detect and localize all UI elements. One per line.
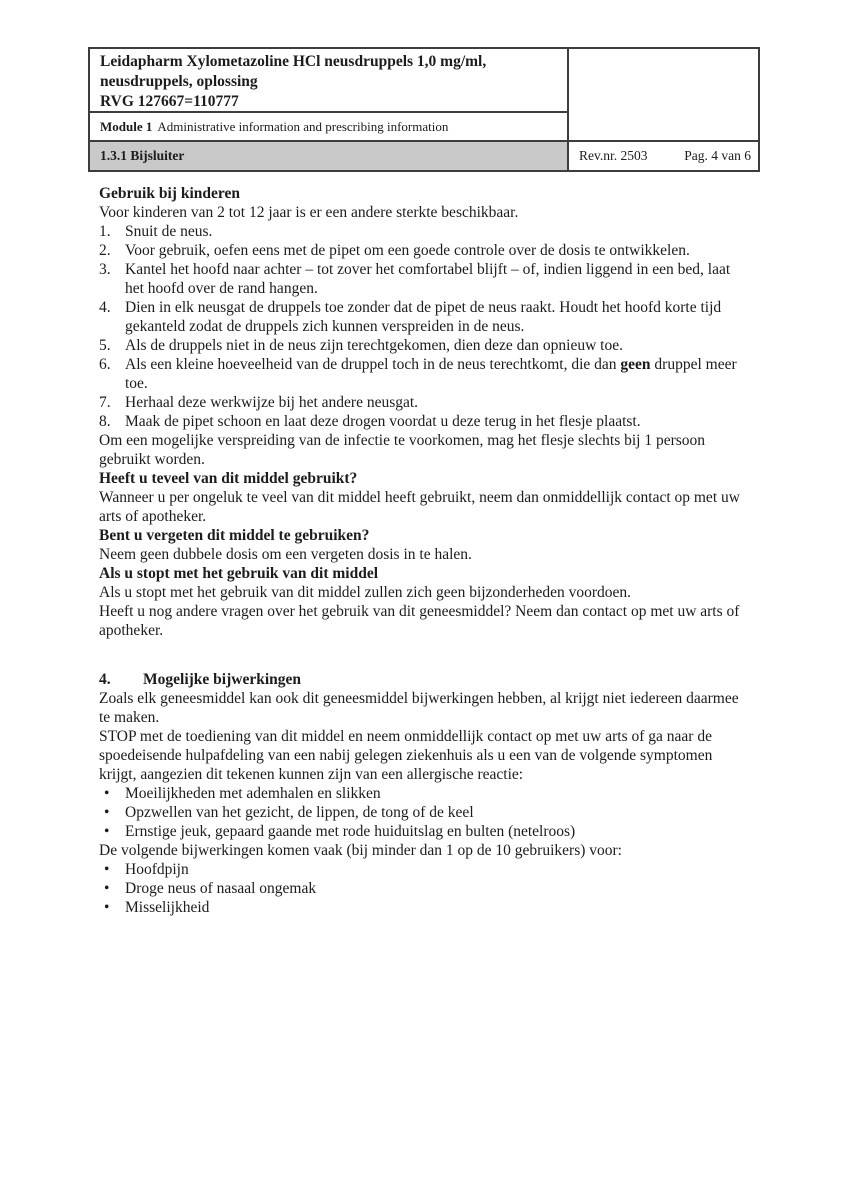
heading-stop-use: Als u stopt met het gebruik van dit middel: [99, 565, 379, 582]
list-item-text-bold: geen: [620, 356, 651, 373]
list-number: 6.: [99, 356, 111, 373]
header-empty-cell: [569, 49, 758, 142]
bullet-icon: •: [104, 823, 110, 840]
list-item-text-pre: Als een kleine hoeveelheid van de druppel toch in de neus terechtkomt, die dan: [125, 356, 621, 373]
list-item: [99, 879, 749, 898]
list-item-text: Ernstige jeuk, gepaard gaande met rode huiduitslag en bulten (netelroos): [125, 823, 576, 840]
list-number: 7.: [99, 394, 111, 411]
list-item-text: Herhaal deze werkwijze bij het andere neusgat.: [125, 394, 419, 411]
list-item-text: Dien in elk neusgat de druppels toe zonder dat de pipet de neus raakt. Houdt het hoofd korte tijd gekanteld zodat de druppels zich kunnen verspreiden in de neus.: [125, 299, 722, 335]
list-number: 3.: [99, 261, 111, 278]
list-item: [99, 393, 749, 412]
stop-use-paragraph: Als u stopt met het gebruik van dit middel zullen zich geen bijzonderheden voordoen.: [99, 584, 632, 601]
module-label: Module 1: [100, 118, 153, 134]
allergy-warning-paragraph: STOP met de toediening van dit middel en neem onmiddellijk contact op met uw arts of ga naar de spoedeisende hulpafdeling van een nabij gelegen ziekenhuis als u een van de volgende symptomen krijgt, aangezien dit tekenen kunnen zijn van een allergische reactie:: [99, 728, 713, 783]
list-item-text: [125, 355, 749, 393]
product-title-line-1: Leidapharm Xylometazoline HCl neusdruppels 1,0 mg/ml,: [100, 53, 487, 70]
module-row: [90, 113, 569, 142]
product-title-line-2: neusdruppels, oplossing: [100, 73, 258, 90]
list-item-text: Voor gebruik, oefen eens met de pipet om een goede controle over de dosis te ontwikkelen.: [125, 242, 690, 259]
list-item: [99, 822, 749, 841]
heading-overdose: Heeft u teveel van dit middel gebruikt?: [99, 470, 358, 487]
kids-intro-paragraph: Voor kinderen van 2 tot 12 jaar is er een andere sterkte beschikbaar.: [99, 204, 519, 221]
list-item-text: Kantel het hoofd naar achter – tot zover het comfortabel blijft – of, indien liggend in een bed, laat het hoofd over de rand hangen.: [125, 261, 731, 297]
infection-note-paragraph: Om een mogelijke verspreiding van de infectie te voorkomen, mag het flesje slechts bij 1 persoon gebruikt worden.: [99, 432, 706, 468]
list-item: [99, 898, 749, 917]
list-item: [99, 784, 749, 803]
product-title-cell: [90, 49, 569, 113]
heading-gebruik-bij-kinderen: Gebruik bij kinderen: [99, 185, 240, 202]
bullet-icon: •: [104, 880, 110, 897]
list-item: [99, 336, 749, 355]
list-number: 2.: [99, 242, 111, 259]
list-item-text-post: druppel meer toe.: [125, 356, 737, 392]
bullet-icon: •: [104, 899, 110, 916]
list-item-text: Als de druppels niet in de neus zijn terechtgekomen, dien deze dan opnieuw toe.: [125, 337, 623, 354]
document-header-table: [88, 47, 760, 172]
list-number: 5.: [99, 337, 111, 354]
page-number: Pag. 4 van 6: [684, 148, 751, 163]
list-item-text: Misselijkheid: [125, 899, 210, 916]
list-item: [99, 860, 749, 879]
questions-paragraph: Heeft u nog andere vragen over het gebruik van dit geneesmiddel? Neem dan contact op met uw arts of apotheker.: [99, 603, 740, 639]
list-item-text: Opzwellen van het gezicht, de lippen, de tong of de keel: [125, 804, 474, 821]
common-effects-list: [99, 860, 749, 917]
bullet-icon: •: [104, 785, 110, 802]
section-4-number: 4.: [99, 671, 111, 688]
list-number: 1.: [99, 223, 111, 240]
list-item-text: Droge neus of nasaal ongemak: [125, 880, 317, 897]
product-rvg-number: RVG 127667=110777: [100, 93, 239, 110]
bullet-icon: •: [104, 804, 110, 821]
side-effects-intro-paragraph: Zoals elk geneesmiddel kan ook dit geneesmiddel bijwerkingen hebben, al krijgt niet iedereen daarmee te maken.: [99, 690, 739, 726]
list-item: [99, 412, 749, 431]
list-item: [99, 222, 749, 241]
bullet-icon: •: [104, 861, 110, 878]
bijsluiter-section-label: 1.3.1 Bijsluiter: [100, 148, 185, 163]
usage-steps-list: [99, 222, 749, 431]
list-item-text: Snuit de neus.: [125, 223, 213, 240]
section-4-title: Mogelijke bijwerkingen: [143, 671, 301, 688]
list-item: [99, 803, 749, 822]
module-description: Administrative information and prescribing information: [157, 118, 449, 134]
bijsluiter-section-cell: [90, 142, 569, 170]
list-item-text: Hoofdpijn: [125, 861, 189, 878]
list-number: 8.: [99, 413, 111, 430]
forgot-dose-paragraph: Neem geen dubbele dosis om een vergeten dosis in te halen.: [99, 546, 472, 563]
list-item: [99, 298, 749, 336]
heading-forgot-dose: Bent u vergeten dit middel te gebruiken?: [99, 527, 370, 544]
overdose-paragraph: Wanneer u per ongeluk te veel van dit middel heeft gebruikt, neem dan onmiddellijk contact op met uw arts of apotheker.: [99, 489, 740, 525]
leaflet-body: [99, 184, 749, 917]
list-item: [99, 260, 749, 298]
list-item-text: Moeilijkheden met ademhalen en slikken: [125, 785, 381, 802]
common-effects-intro-paragraph: De volgende bijwerkingen komen vaak (bij minder dan 1 op de 10 gebruikers) voor:: [99, 842, 622, 859]
list-item: [99, 355, 749, 393]
section-4-heading: [99, 670, 749, 689]
list-item-text: Maak de pipet schoon en laat deze drogen voordat u deze terug in het flesje plaatst.: [125, 413, 641, 430]
list-number: 4.: [99, 299, 111, 316]
allergy-symptoms-list: [99, 784, 749, 841]
revision-page-cell: [569, 142, 758, 170]
list-item: [99, 241, 749, 260]
revision-number: Rev.nr. 2503: [579, 148, 648, 163]
